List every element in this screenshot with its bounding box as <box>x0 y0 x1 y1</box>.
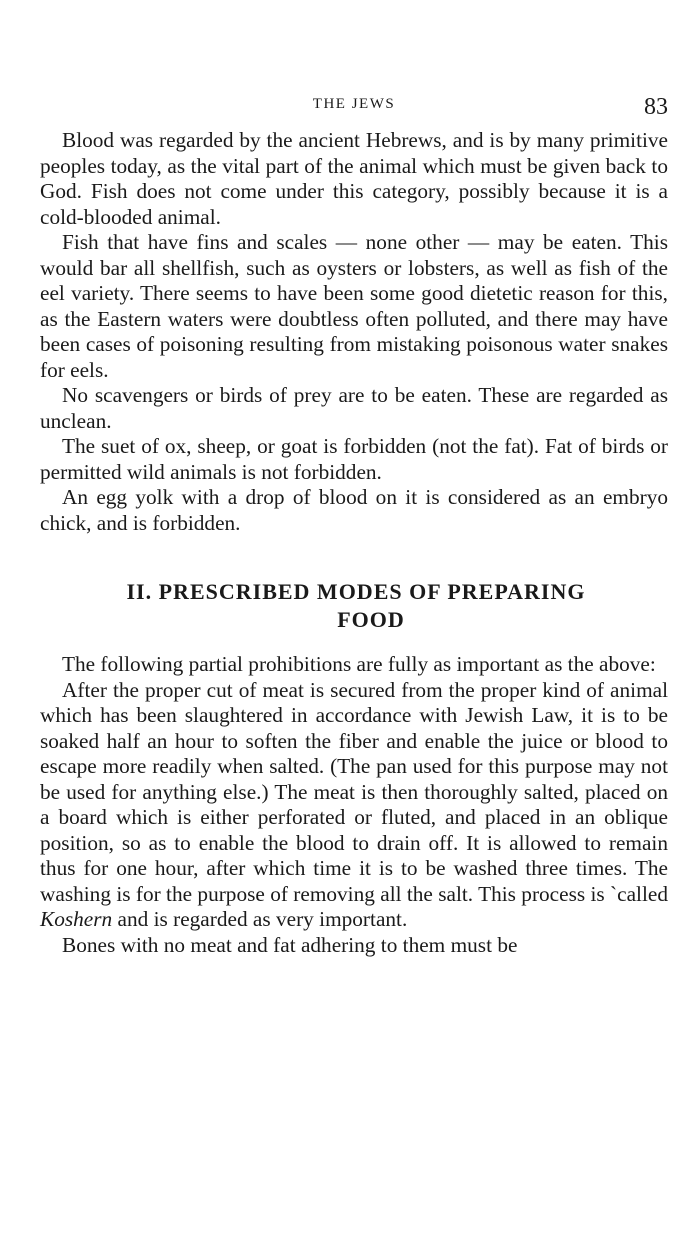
paragraph-scavengers: No scavengers or birds of prey are to be eaten. These are regarded as unclean. <box>40 383 668 433</box>
paragraph-suet: The suet of ox, sheep, or goat is forbidden (not the fat). Fat of birds or permitted wild animals is not forbidden. <box>40 434 668 484</box>
page-number: 83 <box>644 94 668 120</box>
section-heading-line-2: FOOD <box>337 607 405 632</box>
paragraph-partial-prohibitions: The following partial prohibitions are fully as important as the above: <box>62 652 656 676</box>
koshern-term: Koshern <box>40 907 113 931</box>
koshern-text-before: After the proper cut of meat is secured from the proper kind of animal which has been slaughtered in accordance with Jewish Law, it is to be soaked half an hour to soften the fiber and enable the juice or blood to escape more readily when salted. (The pan used for this purpose may not be used for anything else.) The meat is then thoroughly salted, placed on a board which is either perforated or fluted, and placed in an oblique position, so as to enable the blood to drain off. It is allowed to remain thus for one hour, after which time it is to be washed three times. The washing is for the purpose of removing all the salt. This process is `called <box>40 677 668 906</box>
koshern-text-after: and is regarded as very important. <box>112 907 408 931</box>
paragraph-egg-yolk: An egg yolk with a drop of blood on it is considered as an embryo chick, and is forbidden. <box>40 485 668 535</box>
section-heading-line-1: II. PRESCRIBED MODES OF PREPARING <box>126 579 586 604</box>
book-page <box>40 92 668 958</box>
running-head <box>40 92 668 128</box>
paragraph-blood: Blood was regarded by the ancient Hebrews, and is by many primitive peoples today, as the vital part of the animal which must be given back to God. Fish does not come under this category, possibly because it is a cold-blooded animal. <box>40 128 668 229</box>
paragraph-fish: Fish that have fins and scales — none other — may be eaten. This would bar all shellfish, such as oysters or lobsters, as well as fish of the eel variety. There seems to have been some good dietetic reason for this, as the Eastern waters were doubtless often polluted, and there may have been cases of poisoning resulting from mistaking poisonous water snakes for eels. <box>40 230 668 382</box>
section-heading <box>40 578 668 634</box>
paragraph-koshern-process <box>40 678 668 933</box>
running-title: THE JEWS <box>312 96 396 112</box>
paragraph-bones: Bones with no meat and fat adhering to them must be <box>62 932 518 957</box>
